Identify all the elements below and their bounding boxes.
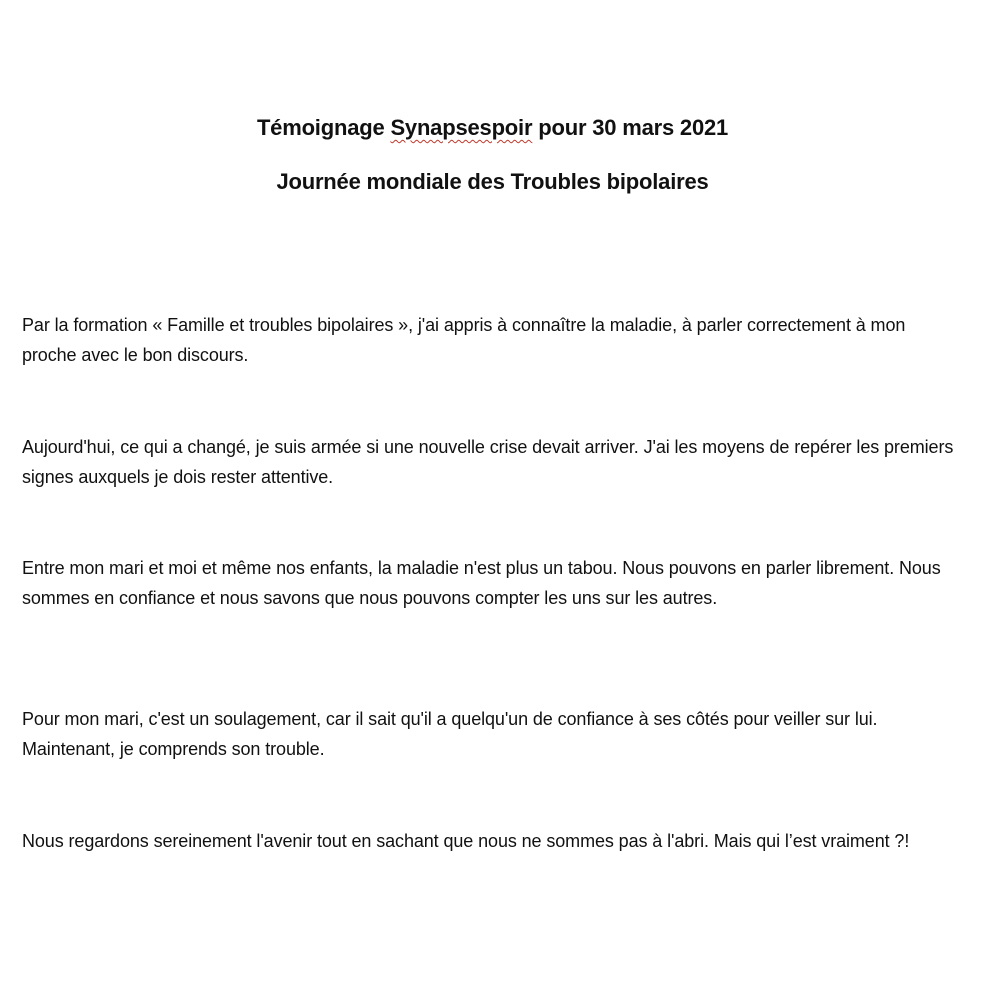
title-prefix: Témoignage	[256, 115, 391, 140]
paragraph-family: Entre mon mari et moi et même nos enfants, la maladie n'est plus un tabou. Nous pouvons en parler librement. Nous sommes en confiance et nous savons que nous pouvons compter les uns sur les autres.	[22, 558, 941, 608]
paragraph-future: Nous regardons sereinement l'avenir tout en sachant que nous ne sommes pas à l'abri. Mais qui l’est vraiment ?!	[22, 831, 910, 851]
misspelled-word: Synapsespoir	[390, 115, 533, 140]
document-title	[0, 114, 985, 142]
paragraph-today: Aujourd'hui, ce qui a changé, je suis armée si une nouvelle crise devait arriver. J'ai les moyens de repérer les premiers signes auxquels je dois rester attentive.	[22, 437, 954, 487]
title-suffix: pour 30 mars 2021	[532, 115, 729, 140]
paragraph-husband: Pour mon mari, c'est un soulagement, car il sait qu'il a quelqu'un de confiance à ses côtés pour veiller sur lui. Maintenant, je comprends son trouble.	[22, 709, 878, 759]
paragraph-training: Par la formation « Famille et troubles bipolaires », j'ai appris à connaître la maladie, à parler correctement à mon proche avec le bon discours.	[22, 315, 906, 365]
document-subtitle: Journée mondiale des Troubles bipolaires	[276, 169, 709, 194]
